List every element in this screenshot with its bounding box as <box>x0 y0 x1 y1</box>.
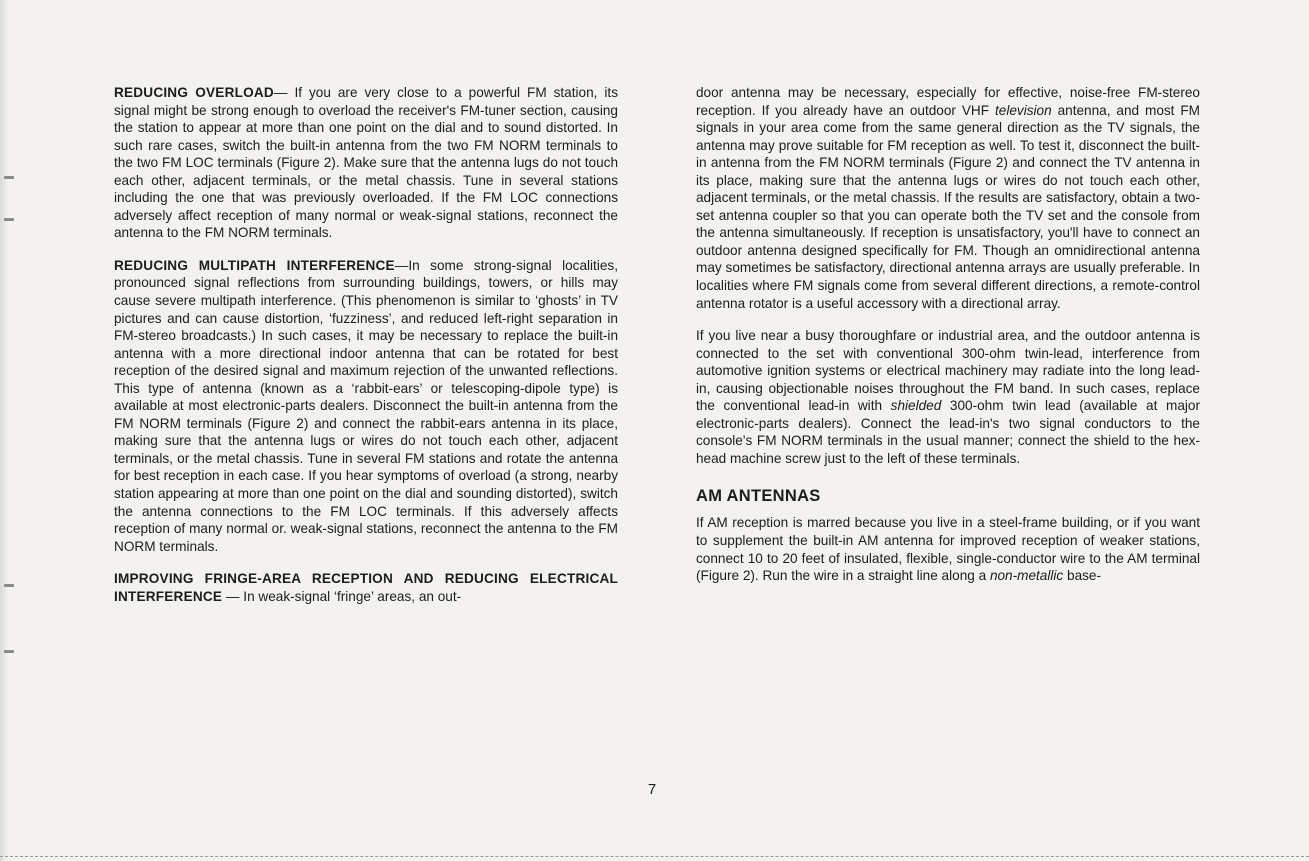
paragraph-text: — If you are very close to a powerful FM station, its signal might be strong enough to overload the receiver's FM-tuner section, causing the station to appear at more than one point on the dial and to sound distorted. In such rare cases, switch the built-in antenna from the two FM NORM terminals to the two FM LOC terminals (Figure 2). Make sure that the antenna lugs do not touch each other, adjacent terminals, or the metal chassis. Tune in several stations including the one that was previously overloaded. If the FM LOC connections adversely affect reception of many normal or weak-signal stations, reconnect the antenna to the FM NORM terminals. <box>114 85 618 241</box>
scan-bottom-edge <box>0 856 1309 861</box>
section-runin-heading: IMPROVING FRINGE-AREA RECEPTION AND REDUCING ELECTRICAL INTERFERENCE <box>114 571 618 604</box>
paragraph-text: — In weak-signal ‘fringe’ areas, an out- <box>222 588 462 604</box>
paragraph-text: —In some strong-signal localities, pronounced signal reflections from surrounding buildings, towers, or hills may cause severe multipath interference. (This phenomenon is similar to ‘ghosts’ in TV pictures and can cause distortion, ‘fuzziness’, and reduced left-right separation in FM-stereo broadcasts.) In such cases, it may be necessary to replace the built-in antenna with a more directional indoor antenna that can be rotated for best reception of the desired signal and maximum rejection of the unwanted reflections. This type of antenna (known as a ‘rabbit-ears’ or telescoping-dipole type) is available at most electronic-parts dealers. Disconnect the built-in antenna from the FM NORM terminals (Figure 2) and connect the rabbit-ears antenna in its place, making sure that the antenna lugs or wires do not touch each other, adjacent terminals, or the metal chassis. Tune in several FM stations and rotate the antenna for best reception in each case. If you hear symptoms of overload (a strong, nearby station appearing at more than one point on the dial and sounding distorted), switch the antenna connections to the FM LOC terminals. If this adversely affects reception of many normal or. weak-signal stations, reconnect the antenna to the FM NORM terminals. <box>114 257 618 554</box>
section-heading: AM ANTENNAS <box>696 487 821 506</box>
section-runin-heading: REDUCING OVERLOAD <box>114 85 274 100</box>
paragraph-outdoor-antenna <box>696 84 1200 312</box>
paragraph-text: 300-ohm twin lead (available at major electronic-parts dealers). Connect the lead-in's two signal conductors to the console's FM NORM terminals in the usual manner; connect the shield to the hex-head machine screw just to the left of these terminals. <box>696 398 1200 466</box>
emphasis-text: shielded <box>890 398 942 414</box>
paragraph-reducing-overload <box>114 84 618 242</box>
right-column <box>696 84 1200 600</box>
paragraph-multipath <box>114 257 618 555</box>
paragraph-text: antenna, and most FM signals in your area come from the same general direction as the TV signals, the antenna may prove suitable for FM reception as well. To test it, disconnect the built-in antenna from the FM NORM terminals (Figure 2) and connect the TV antenna in its place, making sure that the antenna lugs or wires do not touch each other, adjacent terminals, or the metal chassis. If the results are satisfactory, obtain a two-set antenna coupler so that you can operate both the TV set and the console from the antenna simultaneously. If reception is unsatisfactory, you'll have to connect an outdoor antenna designed specifically for FM. Though an omnidirectional antenna may sometimes be satisfactory, directional antenna arrays are usually preferable. In localities where FM signals come from several different directions, a remote-control antenna rotator is a useful accessory with a directional array. <box>696 102 1201 311</box>
page-number: 7 <box>647 781 657 798</box>
paragraph-am-antennas <box>696 514 1200 584</box>
paragraph-shielded-lead <box>696 327 1200 467</box>
margin-mark <box>4 584 14 587</box>
left-column <box>114 84 618 620</box>
paragraph-text: base- <box>1063 568 1102 584</box>
margin-mark <box>4 176 14 179</box>
paragraph-fringe-area <box>114 570 618 605</box>
emphasis-text: television <box>994 102 1052 118</box>
paragraph-text: If you live near a busy thoroughfare or industrial area, and the outdoor antenna is connected to the set with conventional 300-ohm twin-lead, interference from automotive ignition systems or electrical machinery may radiate into the long lead-in, causing objectionable noises throughout the FM band. In such cases, replace the conventional lead-in with <box>696 328 1200 414</box>
emphasis-text: non-metallic <box>989 568 1064 584</box>
paragraph-text: door antenna may be necessary, especially for effective, noise-free FM-stereo reception. If you already have an outdoor VHF <box>696 85 1200 118</box>
paragraph-text: If AM reception is marred because you live in a steel-frame building, or if you want to supplement the built-in AM antenna for improved reception of weaker stations, connect 10 to 20 feet of insulated, flexible, single-conductor wire to the AM terminal (Figure 2). Run the wire in a straight line along a <box>696 515 1200 584</box>
margin-mark <box>4 650 14 653</box>
margin-mark <box>4 218 14 221</box>
section-runin-heading: REDUCING MULTIPATH INTERFERENCE <box>114 257 395 273</box>
binding-fold <box>0 0 8 861</box>
